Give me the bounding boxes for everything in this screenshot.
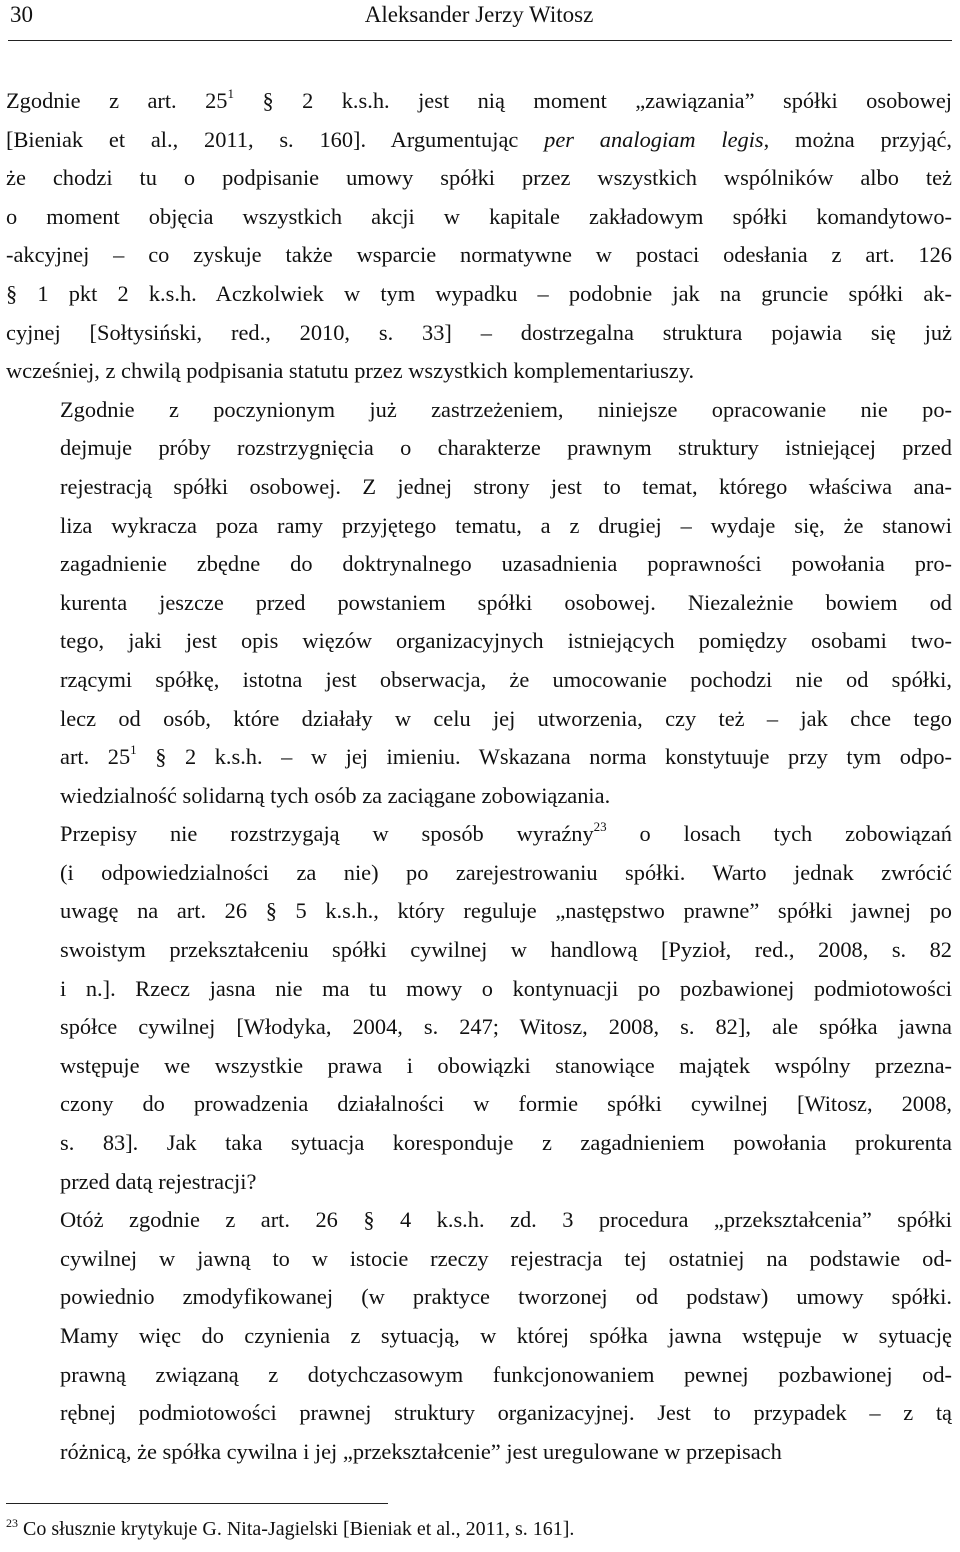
text-line: zagadnienie zbędne do doktrynalnego uzasadnienia poprawności powołania pro- (60, 551, 952, 577)
page-number: 30 (10, 2, 33, 27)
text-line: Zgodnie z poczynionym już zastrzeżeniem, niniejsze opracowanie nie po- (60, 396, 952, 422)
footnote (6, 1516, 574, 1542)
text-line: (i odpowiedzialności za nie) po zarejestrowaniu spółki. Warto jednak zwrócić (60, 859, 952, 885)
superscript: 1 (130, 742, 137, 758)
text-line: rejestracją spółki osobowej. Z jednej strony jest to temat, którego właściwa ana- (60, 473, 952, 499)
footnote-number: 23 (6, 1516, 18, 1530)
paragraph (6, 391, 952, 816)
text-line: cyjnej [Sołtysiński, red., 2010, s. 33] – dostrzegalna struktura pojawia się już (6, 319, 952, 345)
footnote-rule (6, 1503, 388, 1504)
text-line: wstępuje we wszystkie prawa i obowiązki stanowiące majątek wspólny przezna- (60, 1052, 952, 1078)
running-head: Aleksander Jerzy Witosz (364, 2, 594, 27)
body-text (6, 82, 952, 1471)
text-line: przed datą rejestracji? (60, 1168, 257, 1194)
text-line: Zgodnie z art. $25^1$ § 2 k.s.h. jest nią moment „zawiązania” spółki osobowej (6, 86, 952, 113)
text-line: prawną związaną z dotychczasowym funkcjonowaniem pewnej pozbawionej od- (60, 1361, 952, 1387)
text-line: rębnej podmiotowości prawnej struktury organizacyjnej. Jest to przypadek – z tą (60, 1400, 952, 1426)
paragraph (6, 815, 952, 1201)
text-line: liza wykracza poza ramy przyjętego tematu, a z drugiej – wydaje się, że stanowi (60, 512, 952, 538)
text-line: różnicą, że spółka cywilna i jej „przekształcenie” jest uregulowane w przepisach (60, 1438, 782, 1464)
text-line: Mamy więc do czynienia z sytuacją, w której spółka jawna wstępuje w sytuację (60, 1323, 952, 1348)
paragraph (6, 1201, 952, 1471)
text-line: czony do prowadzenia działalności w formie spółki cywilnej [Witosz, 2008, (60, 1091, 952, 1117)
text-line: i n.]. Rzecz jasna nie ma tu mowy o kontynuacji po pozbawionej podmiotowości (60, 975, 952, 1001)
text-line: że chodzi tu o podpisanie umowy spółki przez wszystkich wspólników albo też (6, 165, 952, 191)
text-line: o moment objęcia wszystkich akcji w kapitale zakładowym spółki komandytowo- (6, 203, 952, 229)
footnote-text: Co słusznie krytykuje G. Nita-Jagielski [Bieniak et al., 2011, s. 161]. (23, 1518, 575, 1540)
superscript: 23 (593, 819, 607, 835)
paragraph (6, 82, 952, 391)
header-rule (8, 40, 952, 41)
text-line: lecz od osób, które działały w celu jej utworzenia, czy też – jak chce tego (60, 705, 952, 731)
text-line: rzącymi spółkę, istotna jest obserwacja, że umocowanie pochodzi nie od spółki, (60, 666, 952, 692)
text-line: swoistym przekształceniu spółki cywilnej w handlową [Pyzioł, red., 2008, s. 82 (60, 937, 952, 963)
text-line: dejmuje próby rozstrzygnięcia o charakterze prawnym struktury istniejącej przed (60, 435, 952, 461)
italic-phrase: per analogiam legis (544, 126, 764, 152)
text-line: Przepisy nie rozstrzygają w sposób wyraźny$^{23}$ o losach tych zobowiązań (60, 819, 952, 847)
text-line: cywilnej w jawną to w istocie rzeczy rejestracja tej ostatniej na podstawie od- (60, 1245, 952, 1271)
text-line: [Bieniak et al., 2011, s. 160]. Argumentując per analogiam legis, można przyjąć, (6, 126, 952, 152)
text-line: wcześniej, z chwilą podpisania statutu przez wszystkich komplementariuszy. (6, 358, 695, 384)
text-line: spółce cywilnej [Włodyka, 2004, s. 247; Witosz, 2008, s. 82], ale spółka jawna (60, 1014, 952, 1040)
text-line: wiedzialność solidarną tych osób za zaciągane zobowiązania. (60, 782, 611, 808)
superscript: 1 (227, 86, 234, 101)
text-line: tego, jaki jest opis więzów organizacyjnych istniejących pomiędzy osobami two- (60, 628, 952, 654)
text-line: kurenta jeszcze przed powstaniem spółki osobowej. Niezależnie bowiem od (60, 589, 952, 615)
page-header (8, 0, 950, 38)
text-line: uwagę na art. 26 § 5 k.s.h., który reguluje „następstwo prawne” spółki jawnej po (60, 898, 952, 924)
text-line: § 1 pkt 2 k.s.h. Aczkolwiek w tym wypadku – podobnie jak na gruncie spółki ak- (6, 280, 952, 306)
text-line: art. $25^1$ § 2 k.s.h. – w jej imieniu. Wskazana norma konstytuuje przy tym odpo- (60, 742, 952, 770)
text-line: -akcyjnej – co zyskuje także wsparcie normatywne w postaci odesłania z art. 126 (6, 242, 952, 268)
text-line: Otóż zgodnie z art. 26 § 4 k.s.h. zd. 3 procedura „przekształcenia” spółki (60, 1207, 952, 1233)
text-line: s. 83]. Jak taka sytuacja koresponduje z zagadnieniem powołania prokurenta (60, 1130, 952, 1156)
text-line: powiednio zmodyfikowanej (w praktyce tworzonej od podstaw) umowy spółki. (60, 1284, 952, 1310)
